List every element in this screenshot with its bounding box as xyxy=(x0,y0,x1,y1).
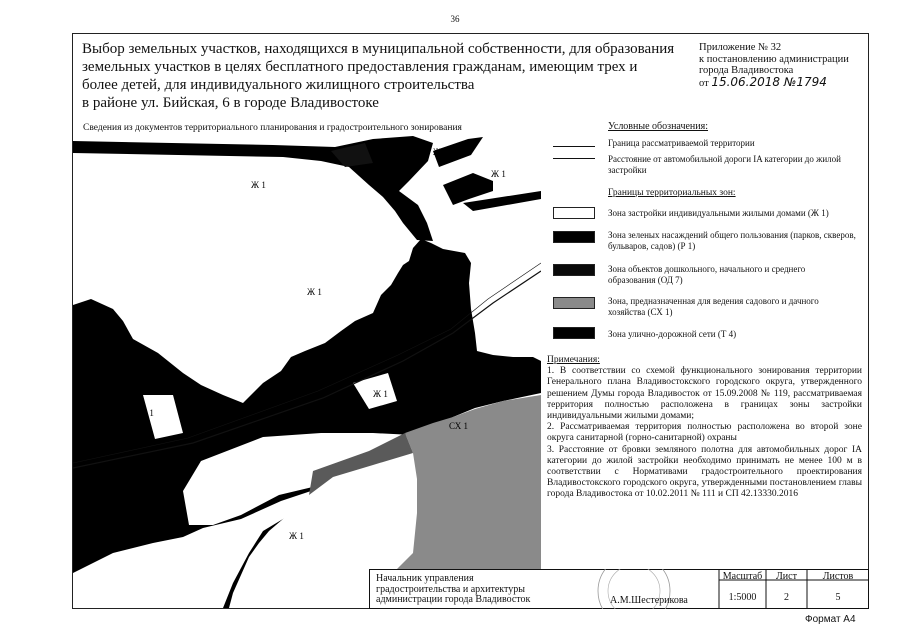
legend-swatch-od7 xyxy=(553,264,595,276)
sheets-header: Листов xyxy=(822,571,854,582)
title-line-4: в районе ул. Бийская, 6 в городе Владивостоке xyxy=(82,95,379,111)
signer-name: А.М.Шестерикова xyxy=(610,595,688,606)
map-label-zh1-f: Ж 1 xyxy=(139,408,154,418)
map-label-zh1-b: Ж 1 xyxy=(491,169,506,179)
legend-swatch-r1 xyxy=(553,231,595,243)
legend-swatch-t4 xyxy=(553,327,595,339)
map-label-zh1-a: Ж 1 xyxy=(433,147,448,157)
source-note: Сведения из документов территориального планирования и градостроительного зонирования xyxy=(83,123,462,133)
legend-swatch-zh1 xyxy=(553,207,595,219)
appendix-date-line xyxy=(699,74,864,90)
map-label-zh1-g: Ж 1 xyxy=(289,531,304,541)
legend-title: Условные обозначения: xyxy=(608,121,709,132)
map-label-zh1-e: Ж 1 xyxy=(373,389,388,399)
note-1: 1. В соответствии со схемой функционального зонирования территории Генерального плана Владивостокского городского округа, утвержденного решением Думы города Владивосток от 15.09.2008 № 119, рассматриваемая территория полностью расположена в границах зоны застройки индивидуальными жилыми домами; xyxy=(547,366,862,422)
map-label-sx1: СХ 1 xyxy=(449,421,469,431)
note-3: 3. Расстояние от бровки земляного полотна для автомобильных дорог IA категории до жилой застройки необходимо принимать не менее 100 м в соответствии с Нормативами градостроительного проектирования Владивостокского городского округа, утвержденными постановлением главы города Владивостока от 10.02.2011 № 111 и СП 42.13330.2016 xyxy=(547,444,862,500)
legend-item-distance: Расстояние от автомобильной дороги IA категории до жилой застройки xyxy=(608,154,841,175)
sheet-value: 2 xyxy=(784,592,789,603)
appendix-city: города Владивостока xyxy=(699,65,794,76)
org-line-3: администрации города Владивосток xyxy=(376,594,531,605)
legend-zones-title: Границы территориальных зон: xyxy=(608,188,736,198)
map-label-zh1-c: Ж 1 xyxy=(251,180,266,190)
legend-zone-t4: Зона улично-дорожной сети (Т 4) xyxy=(608,329,737,339)
notes-header: Примечания: xyxy=(547,355,600,365)
title-line-2: земельных участков в целях бесплатного предоставления гражданам, имеющим трех и xyxy=(82,59,638,75)
appendix-date-prefix: от xyxy=(699,77,709,89)
title-line-3: более детей, для индивидуального жилищного строительства xyxy=(82,77,475,93)
paper-format: Формат А4 xyxy=(805,614,856,625)
legend-swatch-sx1 xyxy=(553,297,595,309)
notes-block xyxy=(547,355,862,501)
legend-zone-sx1: Зона, предназначенная для ведения садового и дачного хозяйства (СХ 1) xyxy=(608,296,819,317)
appendix-number: Приложение № 32 xyxy=(699,42,782,53)
appendix-resolution: к постановлению администрации xyxy=(699,53,849,65)
legend-zone-od7: Зона объектов дошкольного, начального и среднего образования (ОД 7) xyxy=(608,264,806,285)
legend-distance-line-symbol xyxy=(553,158,595,159)
legend-boundary-line-symbol xyxy=(553,146,595,147)
legend-zone-zh1: Зона застройки индивидуальными жилыми домами (Ж 1) xyxy=(608,208,829,218)
sheet-header: Лист xyxy=(776,571,797,582)
sheets-value: 5 xyxy=(835,592,841,603)
legend-zone-r1: Зона зеленых насаждений общего пользования (парков, скверов, бульваров, садов) (Р 1) xyxy=(608,230,856,251)
org-line-2: градостроительства и архитектуры xyxy=(376,583,525,595)
document-title xyxy=(82,40,682,112)
legend-item-boundary: Граница рассматриваемой территории xyxy=(608,138,755,148)
scale-value: 1:5000 xyxy=(728,592,757,603)
appendix-block xyxy=(699,42,864,89)
appendix-handwritten-date: 15.06.2018 №1794 xyxy=(711,74,827,89)
note-2: 2. Рассматриваемая территория полностью расположена во второй зоне округа санитарной (горно-санитарной) охраны xyxy=(547,422,862,444)
zoning-map xyxy=(73,133,541,608)
scale-header: Масштаб xyxy=(722,571,763,582)
map-label-zh1-d: Ж 1 xyxy=(307,287,322,297)
title-line-1: Выбор земельных участков, находящихся в муниципальной собственности, для образования xyxy=(82,41,675,57)
org-block xyxy=(376,574,626,606)
page-number: 36 xyxy=(450,14,460,24)
org-line-1: Начальник управления xyxy=(376,573,474,584)
